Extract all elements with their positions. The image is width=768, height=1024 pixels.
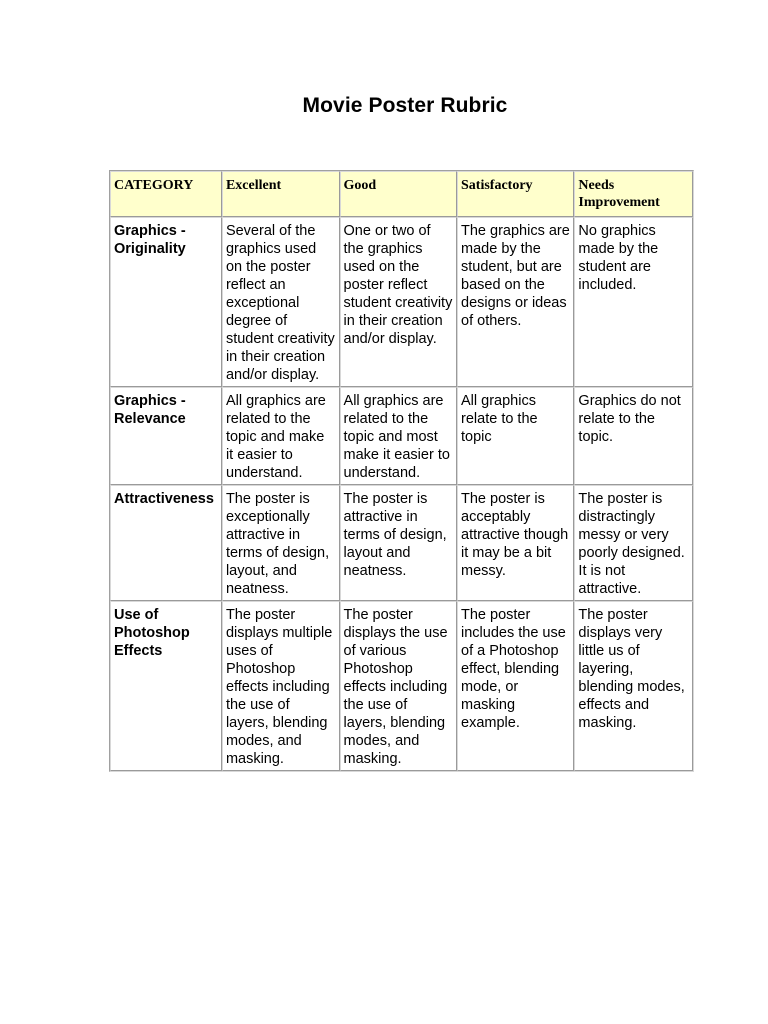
table-row — [110, 387, 693, 485]
satisfactory-cell: The graphics are made by the student, but are based on the designs or ideas of others. — [457, 217, 574, 387]
excellent-cell: Several of the graphics used on the poster reflect an exceptional degree of student creativity in their creation and/or display. — [222, 217, 340, 387]
good-cell: The poster displays the use of various Photoshop effects including the use of layers, blending modes, and masking. — [340, 601, 457, 771]
header-category: CATEGORY — [110, 171, 222, 217]
category-cell: Graphics - Originality — [110, 217, 222, 387]
header-good: Good — [340, 171, 457, 217]
header-excellent: Excellent — [222, 171, 340, 217]
satisfactory-cell: The poster is acceptably attractive though it may be a bit messy. — [457, 485, 574, 601]
excellent-cell: The poster is exceptionally attractive in terms of design, layout, and neatness. — [222, 485, 340, 601]
needs-improvement-cell: The poster displays very little us of layering, blending modes, effects and masking. — [574, 601, 693, 771]
table-row — [110, 601, 693, 771]
page-title: Movie Poster Rubric — [302, 94, 508, 117]
table-row — [110, 217, 693, 387]
good-cell: One or two of the graphics used on the poster reflect student creativity in their creation and/or display. — [340, 217, 457, 387]
needs-improvement-cell: Graphics do not relate to the topic. — [574, 387, 693, 485]
rubric-table — [109, 170, 694, 772]
needs-improvement-cell: The poster is distractingly messy or very poorly designed. It is not attractive. — [574, 485, 693, 601]
excellent-cell: The poster displays multiple uses of Photoshop effects including the use of layers, blending modes, and masking. — [222, 601, 340, 771]
category-cell: Attractiveness — [110, 485, 222, 601]
excellent-cell: All graphics are related to the topic and make it easier to understand. — [222, 387, 340, 485]
category-cell: Use of Photoshop Effects — [110, 601, 222, 771]
header-satisfactory: Satisfactory — [457, 171, 574, 217]
satisfactory-cell: The poster includes the use of a Photoshop effect, blending mode, or masking example. — [457, 601, 574, 771]
needs-improvement-cell: No graphics made by the student are included. — [574, 217, 693, 387]
good-cell: The poster is attractive in terms of design, layout and neatness. — [340, 485, 457, 601]
satisfactory-cell: All graphics relate to the topic — [457, 387, 574, 485]
good-cell: All graphics are related to the topic and most make it easier to understand. — [340, 387, 457, 485]
category-cell: Graphics - Relevance — [110, 387, 222, 485]
table-row — [110, 485, 693, 601]
header-needs-improvement: Needs Improvement — [574, 171, 693, 217]
header-row — [110, 171, 693, 217]
